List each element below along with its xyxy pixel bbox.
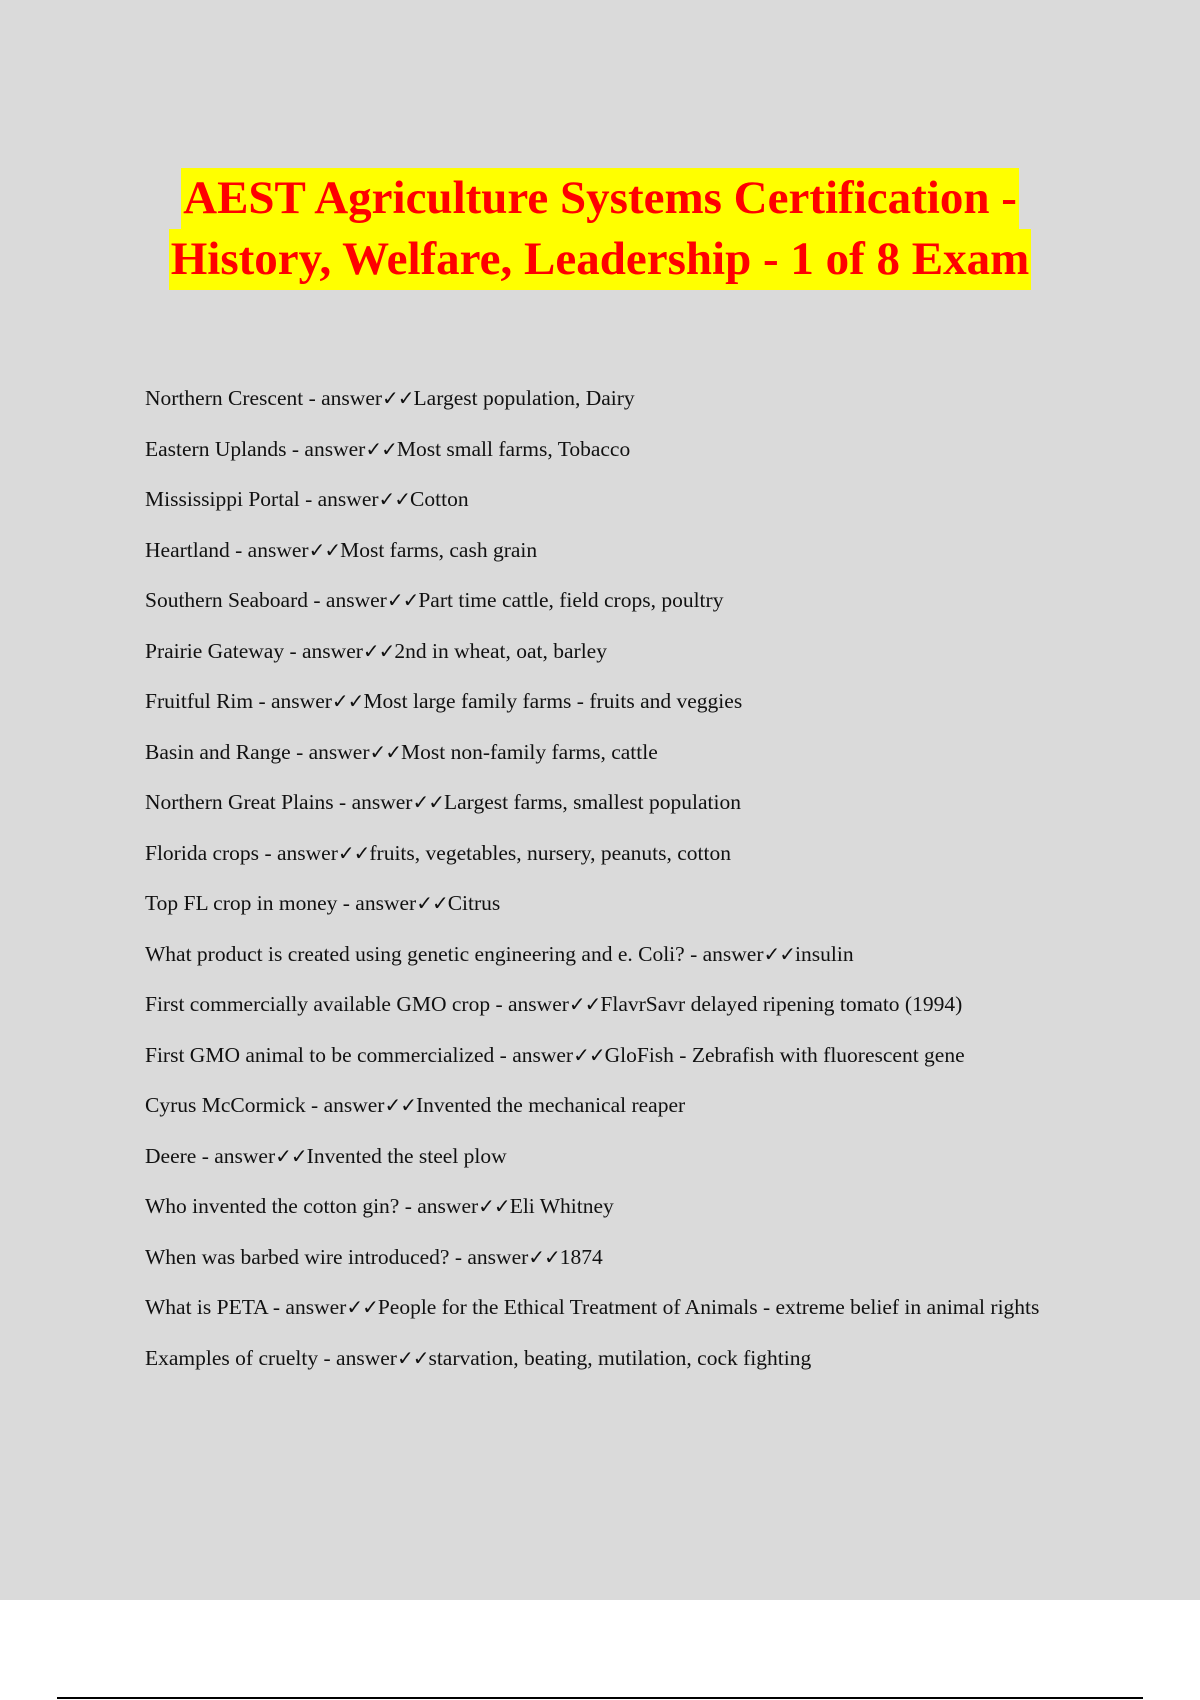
check-icon: ✓✓ bbox=[528, 1244, 560, 1269]
check-icon: ✓✓ bbox=[275, 1143, 307, 1168]
check-icon: ✓✓ bbox=[412, 790, 444, 814]
check-icon: ✓✓ bbox=[573, 1042, 605, 1067]
qa-answer: 1874 bbox=[559, 1244, 603, 1269]
qa-separator: - answer bbox=[333, 790, 413, 814]
qa-separator: - answer bbox=[305, 1093, 385, 1117]
qa-separator: - answer bbox=[286, 436, 366, 461]
check-icon: ✓✓ bbox=[378, 487, 411, 511]
check-icon: ✓✓ bbox=[386, 588, 419, 612]
qa-item bbox=[145, 989, 1075, 1020]
qa-item bbox=[145, 1242, 1075, 1273]
qa-separator: - answer bbox=[299, 487, 379, 511]
check-icon: ✓✓ bbox=[365, 436, 397, 461]
qa-item bbox=[145, 636, 1075, 667]
check-icon: ✓✓ bbox=[337, 840, 370, 865]
qa-separator: - answer bbox=[253, 689, 332, 713]
qa-answer: Most large family farms - fruits and veggies bbox=[363, 689, 743, 713]
qa-item bbox=[145, 1343, 1075, 1374]
check-icon: ✓✓ bbox=[396, 1345, 429, 1370]
qa-item bbox=[145, 1141, 1075, 1172]
qa-separator: - answer bbox=[303, 386, 383, 410]
qa-separator: - answer bbox=[308, 588, 387, 612]
qa-term: Deere bbox=[145, 1143, 197, 1168]
check-icon: ✓✓ bbox=[478, 1194, 510, 1218]
qa-answer: Most small farms, Tobacco bbox=[396, 436, 631, 461]
check-icon: ✓✓ bbox=[416, 891, 448, 915]
title-line-1: AEST Agriculture Systems Certification - bbox=[181, 168, 1019, 229]
qa-answer: People for the Ethical Treatment of Animals - extreme belief in animal rights bbox=[377, 1295, 1040, 1319]
qa-item bbox=[145, 383, 1075, 414]
qa-item bbox=[145, 888, 1075, 919]
qa-answer: insulin bbox=[795, 941, 854, 966]
qa-item bbox=[145, 838, 1075, 869]
qa-item bbox=[145, 737, 1075, 768]
qa-item bbox=[145, 434, 1075, 465]
qa-term: Fruitful Rim bbox=[145, 689, 254, 713]
qa-term: Top FL crop in money bbox=[145, 891, 338, 915]
qa-term: Florida crops bbox=[145, 840, 260, 865]
qa-answer: Largest farms, smallest population bbox=[444, 790, 741, 814]
qa-separator: - answer bbox=[684, 941, 764, 966]
footer-divider bbox=[57, 1697, 1143, 1699]
qa-answer: starvation, beating, mutilation, cock fighting bbox=[428, 1345, 812, 1370]
qa-term: First commercially available GMO crop bbox=[145, 992, 491, 1016]
check-icon: ✓✓ bbox=[382, 386, 414, 410]
check-icon: ✓✓ bbox=[568, 992, 601, 1016]
qa-term: Northern Crescent bbox=[145, 386, 304, 410]
qa-item bbox=[145, 535, 1075, 566]
qa-answer: Most farms, cash grain bbox=[340, 537, 538, 562]
qa-term: Mississippi Portal bbox=[145, 487, 300, 511]
qa-term: Eastern Uplands bbox=[145, 436, 287, 461]
qa-answer: Invented the steel plow bbox=[306, 1143, 507, 1168]
qa-term: Northern Great Plains bbox=[145, 790, 334, 814]
qa-list bbox=[145, 383, 1075, 1393]
qa-separator: - answer bbox=[284, 638, 363, 663]
qa-answer: Largest population, Dairy bbox=[413, 386, 635, 410]
qa-answer: Most non-family farms, cattle bbox=[401, 739, 658, 764]
qa-term: Cyrus McCormick bbox=[145, 1093, 306, 1117]
qa-item bbox=[145, 1090, 1075, 1121]
qa-term: Heartland bbox=[145, 537, 230, 562]
qa-separator: - answer bbox=[399, 1194, 479, 1218]
qa-separator: - answer bbox=[494, 1042, 574, 1067]
qa-item bbox=[145, 585, 1075, 616]
qa-separator: - answer bbox=[290, 739, 370, 764]
qa-separator: - answer bbox=[449, 1244, 529, 1269]
qa-answer: Invented the mechanical reaper bbox=[415, 1093, 686, 1117]
qa-separator: - answer bbox=[318, 1345, 397, 1370]
qa-separator: - answer bbox=[267, 1295, 347, 1319]
qa-term: First GMO animal to be commercialized bbox=[145, 1042, 495, 1067]
document-title bbox=[0, 168, 1200, 290]
qa-separator: - answer bbox=[337, 891, 417, 915]
qa-answer: FlavrSavr delayed ripening tomato (1994) bbox=[600, 992, 963, 1016]
qa-term: When was barbed wire introduced? bbox=[145, 1244, 450, 1269]
qa-term: Who invented the cotton gin? bbox=[145, 1194, 400, 1218]
qa-separator: - answer bbox=[490, 992, 569, 1016]
check-icon: ✓✓ bbox=[362, 638, 395, 663]
qa-item bbox=[145, 1191, 1075, 1222]
qa-term: What product is created using genetic engineering and e. Coli? bbox=[145, 941, 685, 966]
check-icon: ✓✓ bbox=[308, 537, 341, 562]
check-icon: ✓✓ bbox=[331, 689, 364, 713]
qa-separator: - answer bbox=[196, 1143, 276, 1168]
check-icon: ✓✓ bbox=[369, 739, 402, 764]
qa-answer: Eli Whitney bbox=[509, 1194, 614, 1218]
qa-answer: Part time cattle, field crops, poultry bbox=[418, 588, 724, 612]
title-line-2: History, Welfare, Leadership - 1 of 8 Exam bbox=[169, 229, 1032, 290]
qa-separator: - answer bbox=[259, 840, 338, 865]
qa-answer: fruits, vegetables, nursery, peanuts, cotton bbox=[369, 840, 732, 865]
qa-answer: GloFish - Zebrafish with fluorescent gene bbox=[604, 1042, 965, 1067]
qa-answer: 2nd in wheat, oat, barley bbox=[394, 638, 607, 663]
qa-item bbox=[145, 686, 1075, 717]
check-icon: ✓✓ bbox=[763, 941, 796, 966]
qa-answer: Cotton bbox=[410, 487, 469, 511]
qa-term: Basin and Range bbox=[145, 739, 291, 764]
check-icon: ✓✓ bbox=[346, 1295, 378, 1319]
qa-item bbox=[145, 1292, 1075, 1323]
qa-item bbox=[145, 484, 1075, 515]
qa-separator: - answer bbox=[229, 537, 309, 562]
qa-item bbox=[145, 939, 1075, 970]
qa-term: Examples of cruelty bbox=[145, 1345, 319, 1370]
qa-item bbox=[145, 1040, 1075, 1071]
qa-term: What is PETA bbox=[145, 1295, 268, 1319]
qa-term: Prairie Gateway bbox=[145, 638, 285, 663]
qa-term: Southern Seaboard bbox=[145, 588, 309, 612]
qa-answer: Citrus bbox=[447, 891, 501, 915]
qa-item bbox=[145, 787, 1075, 818]
check-icon: ✓✓ bbox=[384, 1093, 416, 1117]
